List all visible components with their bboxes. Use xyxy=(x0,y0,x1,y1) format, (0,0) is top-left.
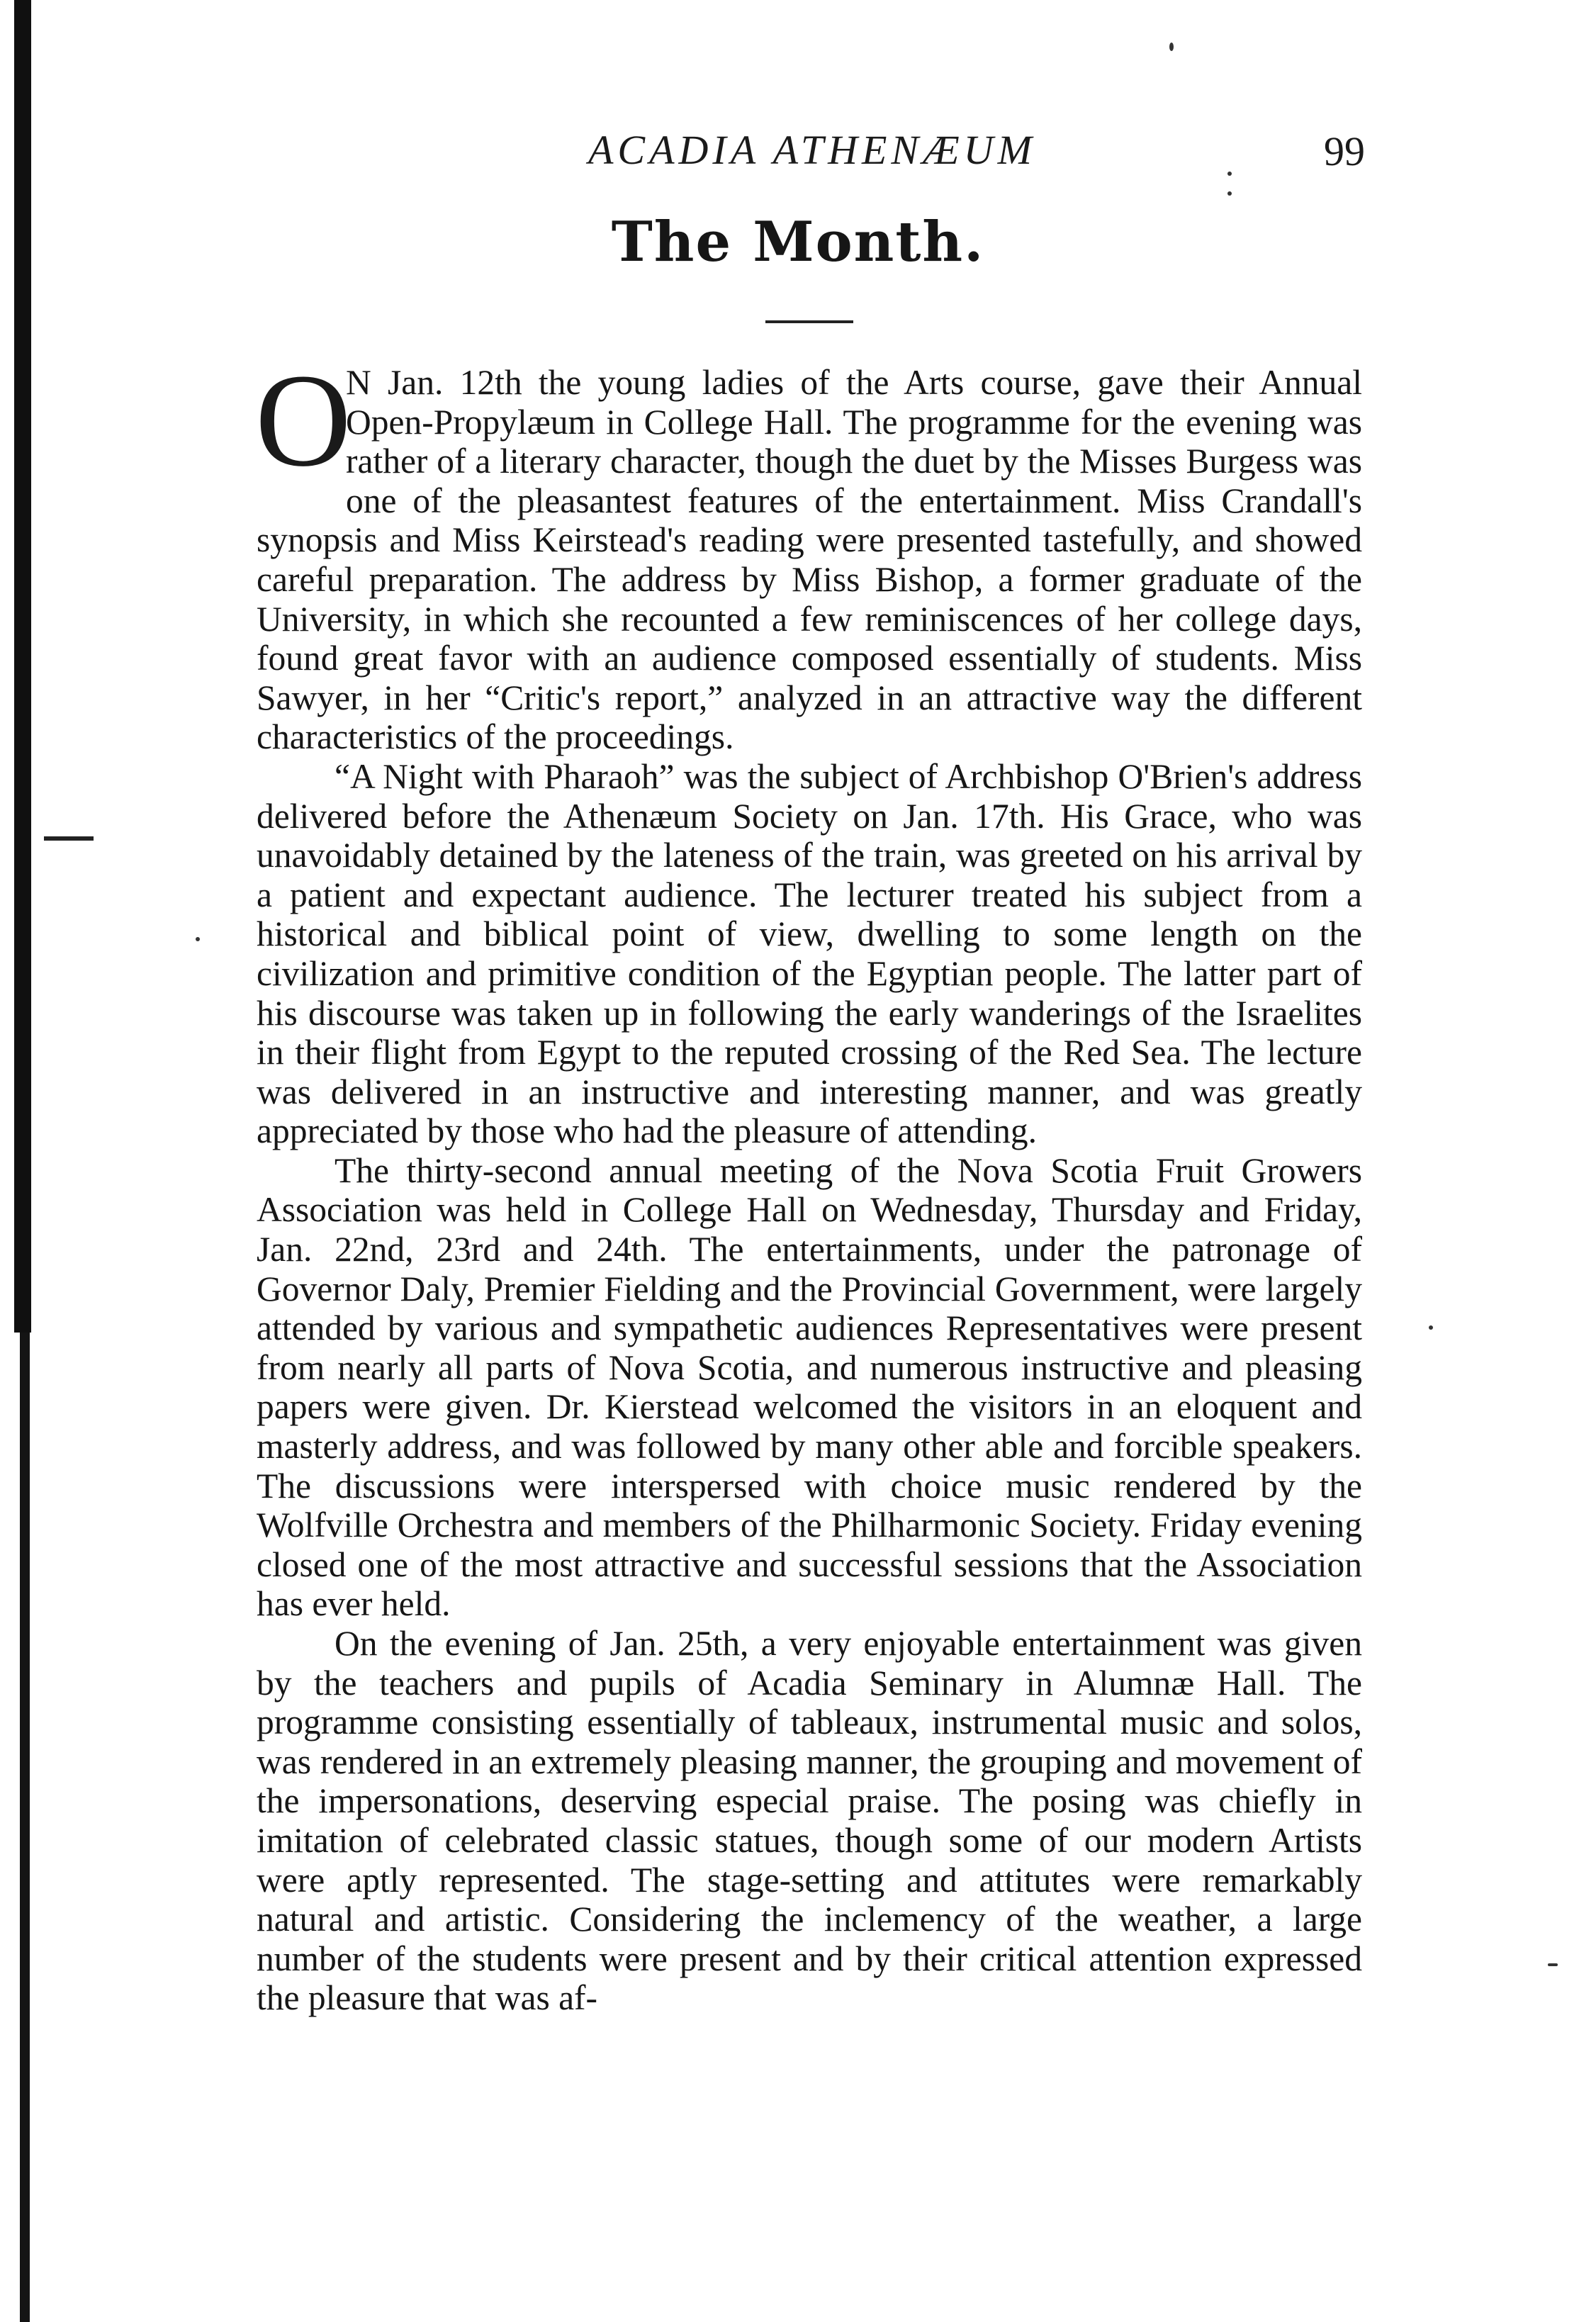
scan-speck xyxy=(1548,1963,1558,1966)
drop-cap-letter: O xyxy=(255,346,352,494)
paragraph-3: The thirty-second annual meeting of the Nova Scotia Fruit Growers Association was held in College Hall on Wednesday, Thursday and Friday, Jan. 22nd, 23rd and 24th. The entertainments, under the patronage of Governor Daly, Premier Fielding and the Provincial Government, were largely attended by various and sympathetic audiences Representatives were present from nearly all parts of Nova Scotia, and numerous instructive and pleasing papers were given. Dr. Kierstead welcomed the visitors in an eloquent and masterly address, and was followed by many other able and forcible speakers. The discussions were interspersed with choice music rendered by the Wolfville Orchestra and members of the Philharmonic Society. Friday evening closed one of the most attractive and successful sessions that the Association has ever held. xyxy=(257,1150,1362,1624)
paragraph-1-text: N Jan. 12th the young ladies of the Arts course, gave their Annual Open-Propylæum in College Hall. The programme for the evening was rather of a literary character, though the duet by the Misses Burgess was one of the pleasantest features of the entertainment. Miss Crandall's synopsis and Miss Keirstead's reading were presented tastefully, and showed careful preparation. The address by Miss Bishop, a former graduate of the University, in which she recounted a few reminiscences of her college days, found great favor with an audience composed essentially of students. Miss Sawyer, in her “Critic's report,” analyzed in an attractive way the different characteristics of the proceedings. xyxy=(257,363,1362,757)
binding-edge-shadow-lower xyxy=(20,1333,30,2322)
section-title: The Month. xyxy=(611,210,985,274)
paragraph-2: “A Night with Pharaoh” was the subject of Archbishop O'Brien's address delivered before the Athenæum Society on Jan. 17th. His Grace, who was unavoidably detained by the lateness of the train, was greeted on his arrival by a patient and expectant audience. The lecturer treated his subject from a historical and biblical point of view, dwelling to some length on the civilization and primitive condition of the Egyptian people. The latter part of his discourse was taken up in following the early wanderings of the Israelites in their flight from Egypt to the reputed crossing of the Red Sea. The lecture was delivered in an instructive and interesting manner, and was greatly appreciated by those who had the pleasure of attending. xyxy=(257,756,1362,1151)
binding-edge-shadow xyxy=(14,0,31,1333)
scan-speck xyxy=(1227,191,1232,196)
article-body xyxy=(255,346,1362,2018)
scan-speck xyxy=(1227,172,1232,176)
paragraph-4: On the evening of Jan. 25th, a very enjoyable entertainment was given by the teachers and pupils of Acadia Seminary in Alumnæ Hall. The programme consisting essentially of tableaux, instrumental music and solos, was rendered in an extremely pleasing manner, the grouping and movement of the impersonations, deserving especial praise. The posing was chiefly in imitation of celebrated classic statues, though some of our modern Artists were aptly represented. The stage-setting and attitutes were remarkably natural and artistic. Considering the inclemency of the weather, a large number of the students were present and by their critical attention expressed the pleasure that was af- xyxy=(257,1624,1362,2018)
scan-mark xyxy=(44,836,94,841)
paragraph-1 xyxy=(255,346,1362,757)
scan-speck xyxy=(1429,1325,1433,1330)
page-number: 99 xyxy=(1324,128,1365,174)
scan-speck xyxy=(1169,43,1174,51)
title-divider xyxy=(765,320,853,323)
scan-speck xyxy=(196,937,200,941)
running-title: ACADIA ATHENÆUM xyxy=(588,127,1036,173)
